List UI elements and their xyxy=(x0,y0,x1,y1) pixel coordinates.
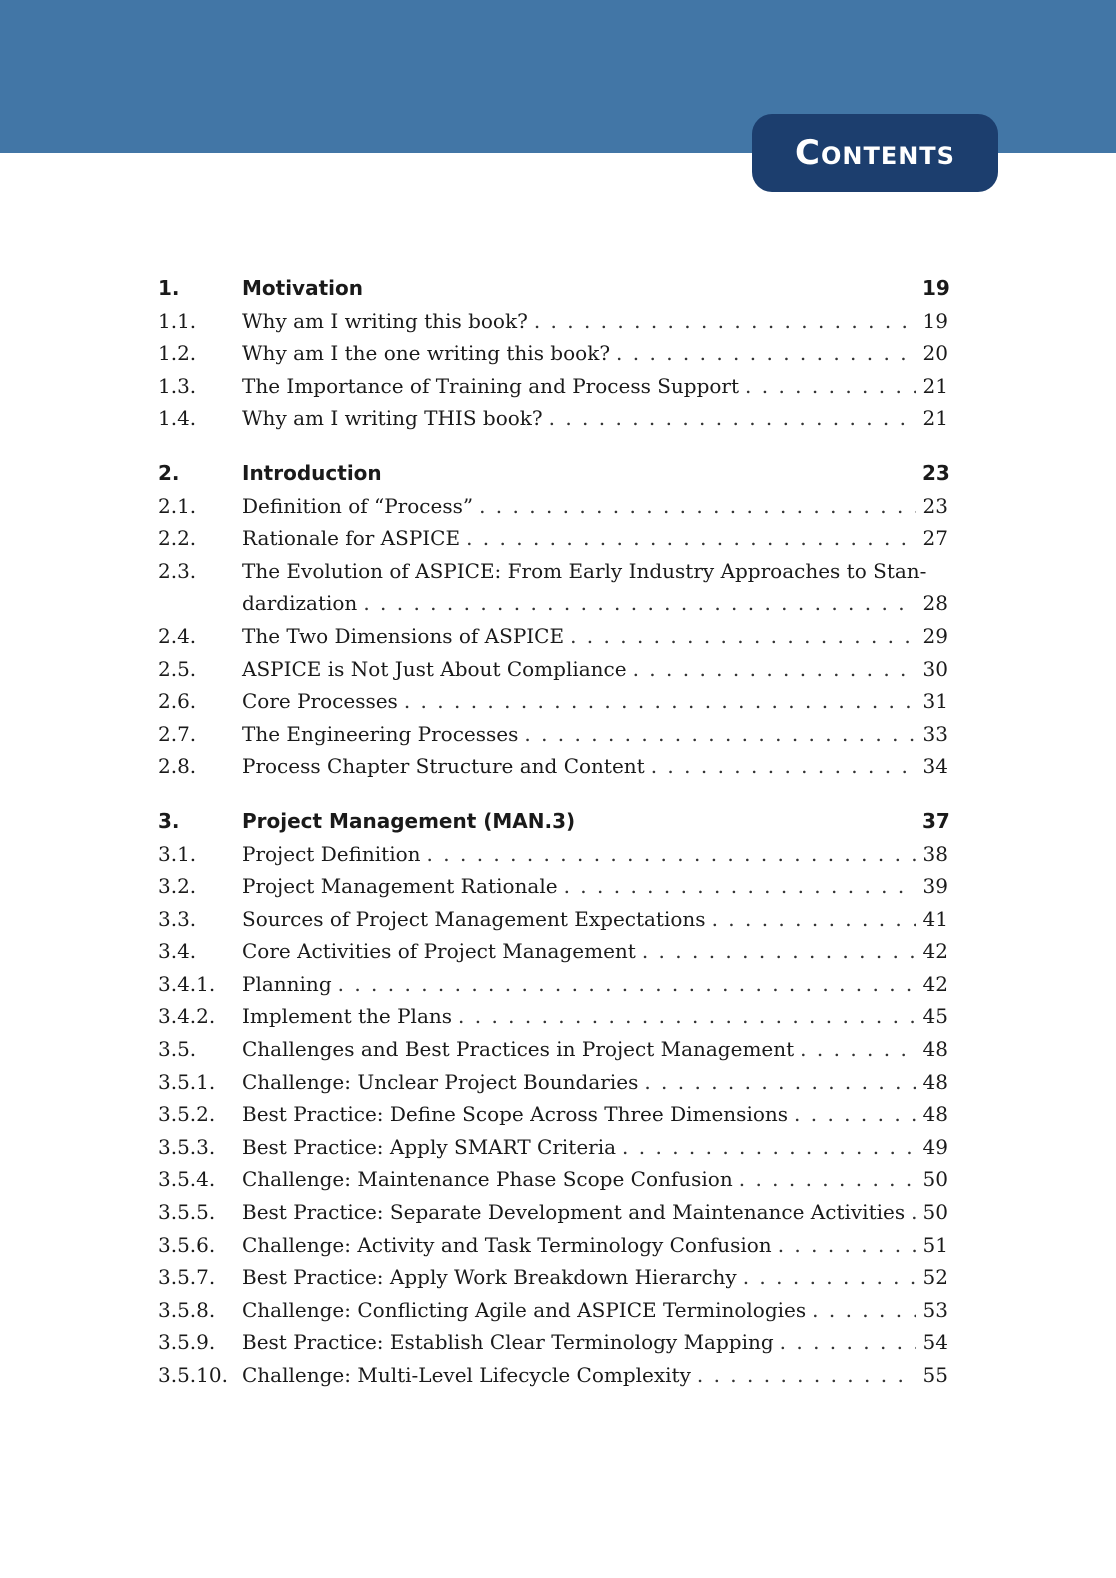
entry-number: 3.1. xyxy=(158,841,197,866)
entry-title: Core Activities of Project Management xyxy=(242,939,636,964)
entry-number: 1.1. xyxy=(158,308,197,333)
leader-dots xyxy=(712,907,916,931)
entry-title: Process Chapter Structure and Content xyxy=(242,754,645,779)
entry-number: 3.5.10. xyxy=(158,1363,228,1387)
leader-dots xyxy=(549,406,916,430)
chapter-page: 23 xyxy=(922,460,950,485)
entry-page: 29 xyxy=(922,623,948,648)
toc-entry-row[interactable] xyxy=(158,722,948,755)
entry-title: Definition of “Process” xyxy=(242,493,474,518)
entry-title: Project Management Rationale xyxy=(242,874,558,899)
entry-title: Why am I writing THIS book? xyxy=(242,406,543,431)
entry-number: 3.5.2. xyxy=(158,1102,216,1127)
toc-entry-row[interactable] xyxy=(158,1265,948,1298)
entry-page: 19 xyxy=(922,308,948,333)
toc-entry-row[interactable] xyxy=(158,1004,948,1037)
leader-dots xyxy=(363,591,916,615)
entry-title: Challenge: Multi-Level Lifecycle Complexity xyxy=(242,1363,691,1387)
entry-title: The Evolution of ASPICE: From Early Industry Approaches to Stan- xyxy=(242,558,927,583)
entry-page: 48 xyxy=(922,1069,948,1094)
leader-dots xyxy=(911,1200,916,1224)
entry-title: Challenge: Unclear Project Boundaries xyxy=(242,1069,639,1094)
leader-dots xyxy=(778,1233,916,1257)
toc-entry-row[interactable] xyxy=(158,624,948,657)
entry-page: 34 xyxy=(922,754,948,779)
toc-entry-row-continued[interactable] xyxy=(158,591,948,624)
entry-page: 53 xyxy=(922,1297,948,1322)
entry-title: Challenges and Best Practices in Project Management xyxy=(242,1037,795,1062)
entry-title: Rationale for ASPICE xyxy=(242,526,461,551)
entry-page: 42 xyxy=(922,939,948,964)
entry-number: 3.5.3. xyxy=(158,1134,216,1159)
toc-entry-row[interactable] xyxy=(158,1167,948,1200)
entry-title: Challenge: Conflicting Agile and ASPICE Terminologies xyxy=(242,1297,807,1322)
entry-title: Why am I the one writing this book? xyxy=(242,341,611,366)
entry-page: 23 xyxy=(922,493,948,518)
toc-chapter-block xyxy=(158,276,948,439)
entry-title: Best Practice: Apply SMART Criteria xyxy=(242,1134,617,1159)
entry-title: Challenge: Activity and Task Terminology Confusion xyxy=(242,1232,772,1257)
entry-number: 3.5.7. xyxy=(158,1265,216,1290)
entry-number: 1.2. xyxy=(158,341,197,366)
toc-entry-row[interactable] xyxy=(158,406,948,439)
leader-dots xyxy=(338,972,916,996)
entry-page: 48 xyxy=(922,1037,948,1062)
entry-page: 21 xyxy=(922,406,948,431)
toc-entry-row[interactable] xyxy=(158,1135,948,1168)
entry-title: The Engineering Processes xyxy=(242,721,519,746)
entry-number: 2.8. xyxy=(158,754,197,779)
entry-title: Planning xyxy=(242,971,332,996)
leader-dots xyxy=(404,689,916,713)
toc-chapter-block xyxy=(158,461,948,787)
entry-title: The Two Dimensions of ASPICE xyxy=(242,623,565,648)
entry-page: 52 xyxy=(922,1265,948,1290)
leader-dots xyxy=(622,1135,916,1159)
leader-dots xyxy=(564,874,916,898)
entry-number: 2.2. xyxy=(158,526,197,551)
entry-number: 1.3. xyxy=(158,373,197,398)
entry-title: Why am I writing this book? xyxy=(242,308,528,333)
leader-dots xyxy=(800,1037,916,1061)
chapter-page: 19 xyxy=(922,276,950,300)
entry-number: 2.1. xyxy=(158,493,197,518)
entry-page: 54 xyxy=(922,1330,948,1355)
entry-number: 3.2. xyxy=(158,874,197,899)
leader-dots xyxy=(697,1363,916,1387)
entry-page: 38 xyxy=(922,841,948,866)
toc-entry-row[interactable] xyxy=(158,1200,948,1233)
toc-entry-row[interactable] xyxy=(158,874,948,907)
toc-entry-row[interactable] xyxy=(158,907,948,940)
entry-number: 1.4. xyxy=(158,406,197,431)
entry-title: Best Practice: Define Scope Across Three Dimensions xyxy=(242,1102,789,1127)
entry-page: 55 xyxy=(922,1363,948,1387)
toc-chapter-row[interactable] xyxy=(158,461,948,494)
toc-entry-row[interactable] xyxy=(158,494,948,527)
leader-dots xyxy=(812,1298,916,1322)
entry-number: 3.3. xyxy=(158,906,197,931)
toc-entry-row[interactable] xyxy=(158,754,948,787)
entry-number: 3.5.5. xyxy=(158,1200,216,1225)
entry-page: 50 xyxy=(922,1200,948,1225)
entry-number: 3.5. xyxy=(158,1037,197,1062)
toc-entry-row[interactable] xyxy=(158,1233,948,1266)
toc-entry-row[interactable] xyxy=(158,657,948,690)
entry-title: Project Definition xyxy=(242,841,421,866)
leader-dots xyxy=(633,657,916,681)
toc-entry-row[interactable] xyxy=(158,374,948,407)
toc-chapter-row[interactable] xyxy=(158,809,948,842)
leader-dots xyxy=(743,1265,916,1289)
entry-title-continued: dardization xyxy=(242,591,358,616)
chapter-number: 1. xyxy=(158,276,180,300)
entry-page: 51 xyxy=(922,1232,948,1257)
entry-number: 3.4.2. xyxy=(158,1004,216,1029)
toc-entry-row[interactable] xyxy=(158,309,948,342)
entry-title: Best Practice: Establish Clear Terminology Mapping xyxy=(242,1330,774,1355)
entry-page: 41 xyxy=(922,906,948,931)
chapter-page: 37 xyxy=(922,808,950,833)
entry-number: 3.4. xyxy=(158,939,197,964)
entry-title: Best Practice: Apply Work Breakdown Hierarchy xyxy=(242,1265,737,1290)
toc-entry-row[interactable] xyxy=(158,1363,948,1396)
entry-page: 28 xyxy=(922,591,948,616)
entry-page: 31 xyxy=(922,689,948,714)
entry-number: 3.5.1. xyxy=(158,1069,216,1094)
leader-dots xyxy=(642,939,916,963)
entry-number: 3.4.1. xyxy=(158,971,216,996)
entry-number: 3.5.9. xyxy=(158,1330,216,1355)
toc-entry-row[interactable] xyxy=(158,689,948,722)
toc-entry-row[interactable] xyxy=(158,1070,948,1103)
entry-page: 48 xyxy=(922,1102,948,1127)
entry-page: 39 xyxy=(922,874,948,899)
leader-dots xyxy=(534,309,916,333)
toc-entry-row[interactable] xyxy=(158,842,948,875)
toc-entry-row[interactable] xyxy=(158,972,948,1005)
toc-entry-row[interactable] xyxy=(158,559,948,592)
entry-number: 3.5.4. xyxy=(158,1167,216,1192)
leader-dots xyxy=(739,1167,916,1191)
chapter-title: Project Management (MAN.3) xyxy=(242,808,576,833)
toc-entry-row[interactable] xyxy=(158,1298,948,1331)
entry-number: 2.5. xyxy=(158,656,197,681)
toc-entry-row[interactable] xyxy=(158,1102,948,1135)
leader-dots xyxy=(427,842,916,866)
entry-title: Core Processes xyxy=(242,689,398,714)
leader-dots xyxy=(479,494,916,518)
entry-page: 45 xyxy=(922,1004,948,1029)
contents-heading: Contents xyxy=(752,114,998,192)
entry-title: Implement the Plans xyxy=(242,1004,453,1029)
entry-page: 49 xyxy=(922,1134,948,1159)
entry-number: 2.6. xyxy=(158,689,197,714)
chapter-number: 3. xyxy=(158,808,180,833)
leader-dots xyxy=(524,722,916,746)
entry-number: 2.3. xyxy=(158,558,197,583)
entry-page: 50 xyxy=(922,1167,948,1192)
chapter-title: Introduction xyxy=(242,460,382,485)
leader-dots xyxy=(745,374,916,398)
entry-page: 42 xyxy=(922,971,948,996)
leader-dots xyxy=(780,1330,916,1354)
leader-dots xyxy=(570,624,916,648)
toc-entry-row[interactable] xyxy=(158,1330,948,1363)
chapter-title: Motivation xyxy=(242,276,363,300)
toc-entry-row[interactable] xyxy=(158,526,948,559)
leader-dots xyxy=(651,754,916,778)
chapter-number: 2. xyxy=(158,460,180,485)
leader-dots xyxy=(458,1004,916,1028)
toc-chapter-row[interactable] xyxy=(158,276,948,309)
entry-title: Best Practice: Separate Development and Maintenance Activities xyxy=(242,1200,906,1225)
leader-dots xyxy=(466,526,916,550)
entry-number: 3.5.8. xyxy=(158,1297,216,1322)
toc-entry-row[interactable] xyxy=(158,341,948,374)
table-of-contents xyxy=(158,276,948,1418)
entry-number: 2.4. xyxy=(158,623,197,648)
leader-dots xyxy=(794,1102,916,1126)
entry-page: 33 xyxy=(922,721,948,746)
entry-number: 2.7. xyxy=(158,721,197,746)
entry-number: 3.5.6. xyxy=(158,1232,216,1257)
toc-chapter-block xyxy=(158,809,948,1396)
toc-entry-row[interactable] xyxy=(158,939,948,972)
entry-title: Sources of Project Management Expectations xyxy=(242,906,706,931)
entry-title: Challenge: Maintenance Phase Scope Confusion xyxy=(242,1167,733,1192)
entry-page: 20 xyxy=(922,341,948,366)
entry-page: 21 xyxy=(922,373,948,398)
leader-dots xyxy=(616,341,916,365)
entry-page: 30 xyxy=(922,656,948,681)
toc-entry-row[interactable] xyxy=(158,1037,948,1070)
entry-title: ASPICE is Not Just About Compliance xyxy=(242,656,627,681)
entry-page: 27 xyxy=(922,526,948,551)
entry-title: The Importance of Training and Process Support xyxy=(242,373,740,398)
leader-dots xyxy=(644,1070,916,1094)
